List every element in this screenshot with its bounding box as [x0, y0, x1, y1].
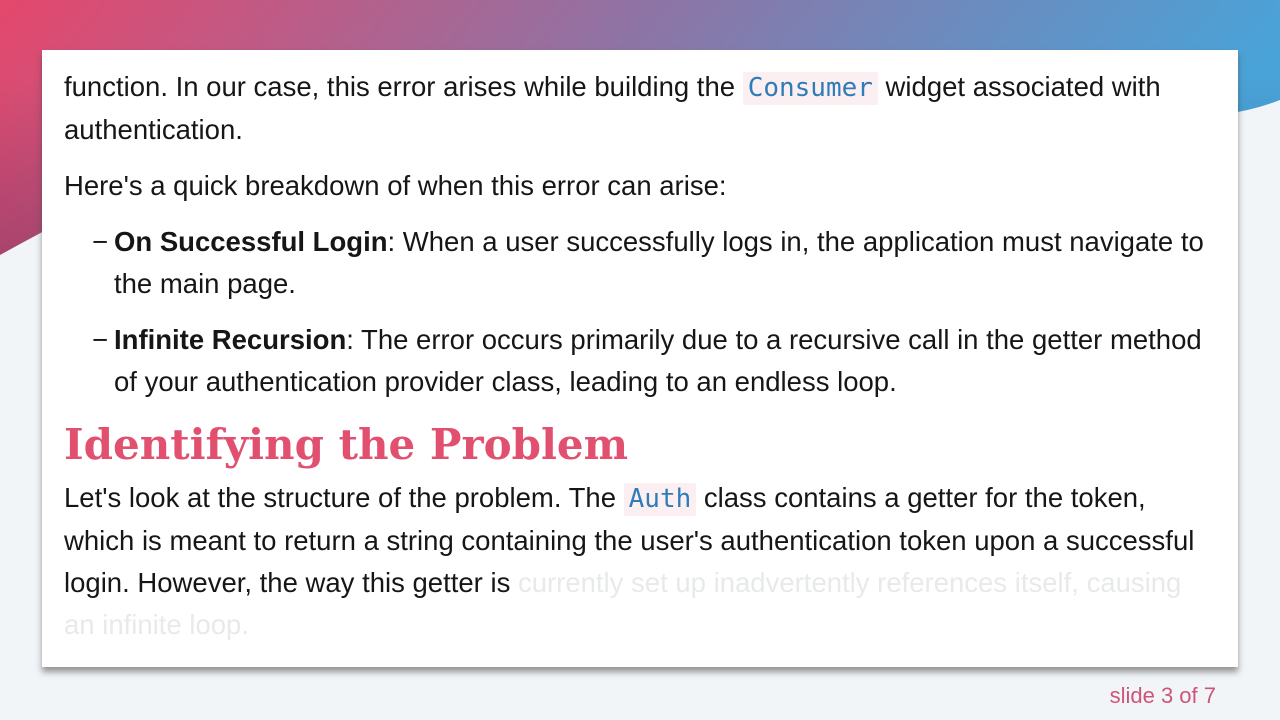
bullet-rest: : When a user successfully logs in, the application must navigate to the main page. — [114, 226, 1204, 299]
paragraph-intro — [64, 66, 1216, 151]
bullet-text — [114, 221, 1216, 305]
list-item — [64, 221, 1216, 305]
slide-page-indicator: slide 3 of 7 — [1109, 683, 1216, 708]
paragraph-intro-text-cont: widget associated with authentication. — [64, 71, 1161, 145]
bullet-label: Infinite Recursion — [114, 324, 347, 355]
section-heading: Identifying the Problem — [64, 420, 629, 469]
paragraph-analysis-text-cont: class contains a getter for the token, which is meant to return a string containing the user's authentication token upon a successful login. However, the way this getter is — [64, 482, 1195, 598]
bullet-text — [114, 319, 1216, 403]
paragraph-analysis-faded-text: currently set up inadvertently references itself, causing an infinite loop. — [64, 567, 1182, 640]
dash-bullet-icon: − — [92, 324, 109, 355]
inline-code-consumer: Consumer — [743, 72, 878, 105]
list-item — [64, 319, 1216, 403]
inline-code-auth: Auth — [624, 483, 697, 516]
paragraph-analysis — [64, 477, 1216, 646]
dash-bullet-icon: − — [92, 226, 109, 257]
paragraph-breakdown: Here's a quick breakdown of when this error can arise: — [64, 170, 727, 201]
bullet-label: On Successful Login — [114, 226, 388, 257]
bullet-list — [64, 221, 1216, 403]
paragraph-intro-text: function. In our case, this error arises while building the — [64, 71, 743, 102]
paragraph-analysis-text: Let's look at the structure of the problem. The — [64, 482, 624, 513]
slide-card — [42, 50, 1238, 667]
bullet-rest: : The error occurs primarily due to a recursive call in the getter method of your authentication provider class, leading to an endless loop. — [114, 324, 1202, 397]
